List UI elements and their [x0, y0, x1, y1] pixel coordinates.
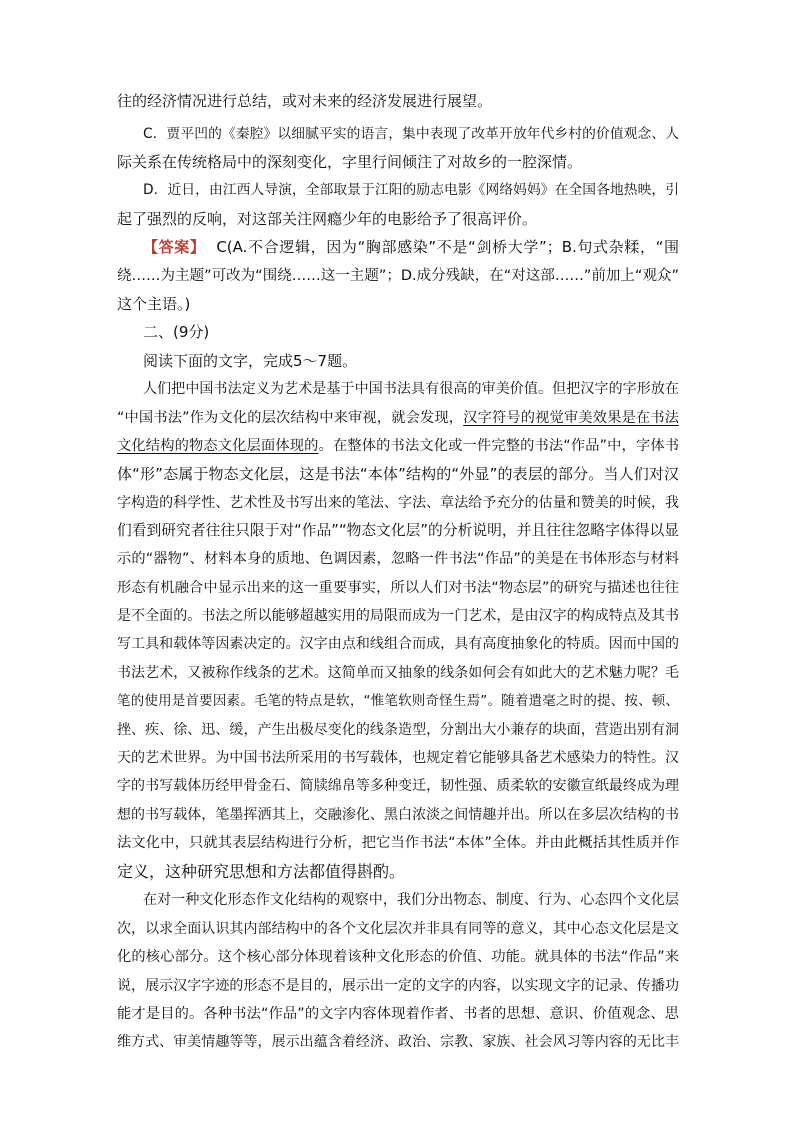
paragraph1-line-3-text: 。在整体的书法文化或一件完整的书法“作品”中，字体书 — [318, 438, 679, 454]
paragraph2-line-1: 在对一种文化形态作文化结构的观察中，我们分出物态、制度、行为、心态四个文化层 — [143, 892, 679, 908]
paragraph2-line-3: 化的核心部分。这个核心部分体现着该种文化形态的价值、功能。就具体的书法“作品”来 — [117, 949, 679, 965]
paragraph1-line-12: 笔的使用是首要因素。毛笔的特点是软，“惟笔软则奇怪生焉”。随着遣毫之时的提、按、顿、 — [117, 693, 679, 709]
underlined-key-sentence-part-2: 文化结构的物态文化层面体现的 — [117, 438, 319, 454]
paragraph1-line-18: 定义，这种研究思想和方法都值得斟酌。 — [117, 862, 406, 881]
paragraph1-line-15: 字的书写载体历经甲骨金石、简牍绵帛等多种变迁，韧性强、质柔软的安徽宣纸最终成为理 — [117, 778, 679, 794]
option-b-continuation: 往的经济情况进行总结，或对未来的经济发展进行展望。 — [117, 92, 493, 110]
paragraph1-line-3 — [117, 436, 679, 456]
paragraph1-line-8: 形态有机融合中显示出来的这一重要事实，所以人们对书法“物态层”的研究与描述也往往 — [117, 580, 679, 596]
underlined-key-sentence-part-1: 汉字符号的视觉审美效果是在书法 — [463, 410, 679, 426]
paragraph1-line-14: 天的艺术世界。为中国书法所采用的书写载体，也规定着它能够具备艺术感染力的特性。汉 — [117, 750, 679, 766]
paragraph1-line-2 — [117, 408, 679, 428]
option-c-line-2: 际关系在传统格局中的深刻变化，字里行间倾注了对故乡的一腔深情。 — [117, 153, 583, 171]
paragraph1-line-17: 法文化中，只就其表层结构进行分析，把它当作书法“本体”全体。并由此概括其性质并作 — [117, 835, 679, 851]
paragraph1-line-13: 挫、疾、徐、迅、缓，产生出极尽变化的线条造型，分割出大小兼存的块面，营造出别有洞 — [117, 722, 679, 738]
answer-tag: 【答案】 — [143, 238, 206, 256]
paragraph2-line-6: 维方式、审美情趣等等，展示出蕴含着经济、政治、宗教、家族、社会风习等内容的无比丰 — [117, 1034, 679, 1050]
paragraph1-line-1: 人们把中国书法定义为艺术是基于中国书法具有很高的审美价值。但把汉字的字形放在 — [143, 381, 679, 397]
paragraph1-line-16: 想的书写载体，笔墨挥洒其上，交融渗化、黑白浓淡之间情趣并出。所以在多层次结构的书 — [117, 807, 679, 823]
paragraph1-line-2-text: “中国书法”作为文化的层次结构中来审视，就会发现， — [117, 410, 464, 426]
option-d-line-1: D．近日，由江西人导演，全部取景于江阳的励志电影《网络妈妈》在全国各地热映，引 — [143, 182, 679, 198]
section-instruction: 阅读下面的文字，完成5～7题。 — [143, 352, 358, 370]
paragraph1-line-5: 字构造的科学性、艺术性及书写出来的笔法、字法、章法给予充分的估量和赞美的时候，我 — [117, 495, 679, 511]
answer-line-3: 这个主语。) — [117, 295, 191, 313]
option-c-line-1: C．贾平凹的《秦腔》以细腻平实的语言，集中表现了改革开放年代乡村的价值观念、人 — [143, 126, 679, 142]
paragraph1-line-10: 写工具和载体等因素决定的。汉字由点和线组合而成，具有高度抽象化的特质。因而中国的 — [117, 636, 679, 652]
paragraph2-line-4: 说，展示汉字字迹的形态不是目的，展示出一定的文字的内容，以实现文字的记录、传播功 — [117, 978, 679, 994]
paragraph1-line-9: 是不全面的。书法之所以能够超越实用的局限而成为一门艺术，是由汉字的构成特点及其书 — [117, 608, 679, 624]
paragraph1-line-4: 体“形”态属于物态文化层，这是书法“本体”结构的“外显”的表层的部分。当人们对汉 — [117, 465, 679, 483]
answer-text: C(A.不合逻辑，因为“胸部感染”不是“剑桥大学”；B.句式杂糅，“围 — [216, 238, 679, 256]
answer-line-1 — [143, 237, 679, 257]
answer-line-2: 绕……为主题”可改为“围绕……这一主题”；D.成分残缺，在“对这部……”前加上“观众” — [117, 268, 679, 284]
paragraph1-line-6: 们看到研究者往往只限于对“作品”“物态文化层”的分析说明，并且往往忽略字体得以显 — [117, 522, 679, 539]
paragraph1-line-11: 书法艺术，又被称作线条的艺术。这简单而又抽象的线条如何会有如此大的艺术魅力呢？毛 — [117, 665, 679, 681]
option-d-line-2: 起了强烈的反响，对这部关注网瘾少年的电影给予了很高评价。 — [117, 210, 538, 228]
paragraph1-line-7: 示的“器物”、材料本身的质地、色调因素，忽略一件书法“作品”的美是在书体形态与材料 — [117, 551, 679, 567]
section-heading: 二、(9分) — [143, 323, 210, 341]
paragraph2-line-5: 能才是目的。各种书法“作品”的文字内容体现着作者、书者的思想、意识、价值观念、思 — [117, 1006, 679, 1022]
paragraph2-line-2: 次，以求全面认识其内部结构中的各个文化层次并非具有同等的意义，其中心态文化层是文 — [117, 921, 679, 937]
